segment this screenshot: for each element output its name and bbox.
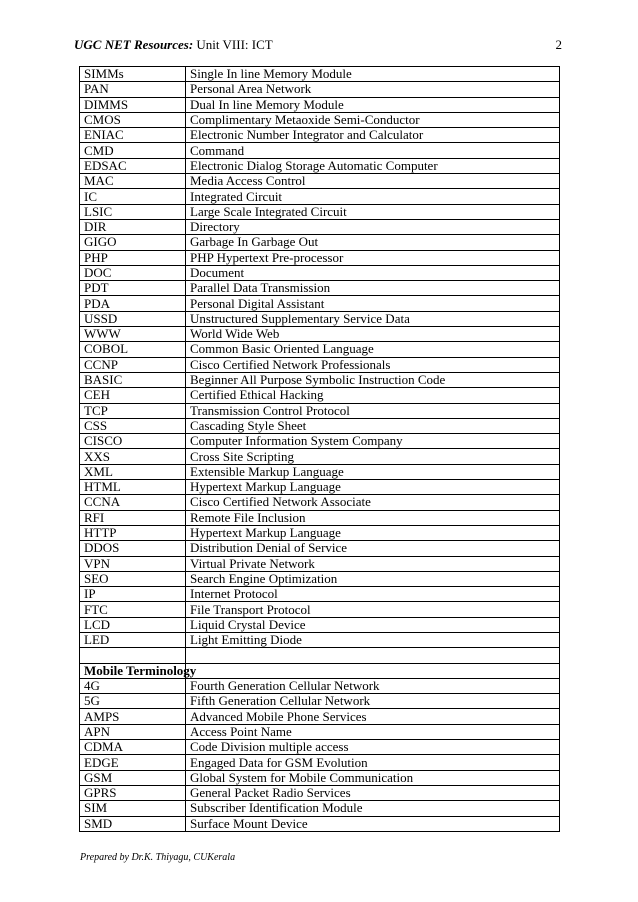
abbreviation-cell: CDMA xyxy=(80,740,186,755)
empty-cell xyxy=(186,648,560,663)
full-form-cell: Parallel Data Transmission xyxy=(186,281,560,296)
table-row xyxy=(80,816,560,831)
table-row xyxy=(80,388,560,403)
abbreviation-cell: APN xyxy=(80,724,186,739)
empty-cell xyxy=(186,663,560,678)
abbreviation-cell: VPN xyxy=(80,556,186,571)
table-row xyxy=(80,112,560,127)
abbreviation-cell: CMOS xyxy=(80,112,186,127)
full-form-cell: Personal Digital Assistant xyxy=(186,296,560,311)
header-title-bold: UGC NET Resources: xyxy=(74,37,194,52)
table-row xyxy=(80,617,560,632)
full-form-cell: Document xyxy=(186,265,560,280)
abbreviation-cell: EDSAC xyxy=(80,158,186,173)
table-row xyxy=(80,235,560,250)
abbreviation-cell: LED xyxy=(80,632,186,647)
abbreviation-cell: PHP xyxy=(80,250,186,265)
full-form-cell: Directory xyxy=(186,219,560,234)
full-form-cell: Hypertext Markup Language xyxy=(186,525,560,540)
full-form-cell: Transmission Control Protocol xyxy=(186,403,560,418)
section-title: Mobile Terminology xyxy=(80,663,186,678)
abbreviation-cell: RFI xyxy=(80,510,186,525)
full-form-cell: Large Scale Integrated Circuit xyxy=(186,204,560,219)
full-form-cell: Electronic Number Integrator and Calculator xyxy=(186,128,560,143)
abbreviation-cell: DOC xyxy=(80,265,186,280)
table-row xyxy=(80,67,560,82)
abbreviation-cell: PDT xyxy=(80,281,186,296)
table-row xyxy=(80,464,560,479)
header-title xyxy=(74,36,273,54)
abbreviation-cell: GPRS xyxy=(80,785,186,800)
abbreviation-cell: CSS xyxy=(80,418,186,433)
table-row xyxy=(80,648,560,663)
abbreviation-cell: DIR xyxy=(80,219,186,234)
full-form-cell: World Wide Web xyxy=(186,327,560,342)
table-row xyxy=(80,143,560,158)
table-row xyxy=(80,724,560,739)
abbreviation-cell: CEH xyxy=(80,388,186,403)
full-form-cell: Hypertext Markup Language xyxy=(186,480,560,495)
abbreviation-cell: GSM xyxy=(80,770,186,785)
abbreviation-cell: SMD xyxy=(80,816,186,831)
full-form-cell: Cisco Certified Network Professionals xyxy=(186,357,560,372)
abbreviation-cell: SIMMs xyxy=(80,67,186,82)
abbreviation-cell: DDOS xyxy=(80,541,186,556)
full-form-cell: Remote File Inclusion xyxy=(186,510,560,525)
full-form-cell: Personal Area Network xyxy=(186,82,560,97)
table-row xyxy=(80,128,560,143)
table-row xyxy=(80,296,560,311)
abbreviation-cell: XXS xyxy=(80,449,186,464)
full-form-cell: Unstructured Supplementary Service Data xyxy=(186,311,560,326)
abbreviation-cell: MAC xyxy=(80,174,186,189)
table-row xyxy=(80,449,560,464)
full-form-cell: Virtual Private Network xyxy=(186,556,560,571)
full-form-cell: Computer Information System Company xyxy=(186,434,560,449)
table-row xyxy=(80,174,560,189)
full-form-cell: Surface Mount Device xyxy=(186,816,560,831)
table-row xyxy=(80,311,560,326)
table-row xyxy=(80,250,560,265)
table-row xyxy=(80,755,560,770)
full-form-cell: Cisco Certified Network Associate xyxy=(186,495,560,510)
abbreviation-cell: PAN xyxy=(80,82,186,97)
abbreviation-cell: IP xyxy=(80,587,186,602)
table-row xyxy=(80,495,560,510)
full-form-cell: Access Point Name xyxy=(186,724,560,739)
table-row xyxy=(80,418,560,433)
table-row xyxy=(80,694,560,709)
full-form-cell: Liquid Crystal Device xyxy=(186,617,560,632)
full-form-cell: Single In line Memory Module xyxy=(186,67,560,82)
full-form-cell: Subscriber Identification Module xyxy=(186,801,560,816)
table-row xyxy=(80,327,560,342)
table-row xyxy=(80,97,560,112)
table-row xyxy=(80,158,560,173)
abbreviation-cell: CCNP xyxy=(80,357,186,372)
full-form-cell: Fourth Generation Cellular Network xyxy=(186,678,560,693)
full-form-cell: Integrated Circuit xyxy=(186,189,560,204)
table-row xyxy=(80,434,560,449)
full-form-cell: Certified Ethical Hacking xyxy=(186,388,560,403)
abbreviation-cell: BASIC xyxy=(80,372,186,387)
full-form-cell: Command xyxy=(186,143,560,158)
table-row xyxy=(80,372,560,387)
abbreviation-cell: HTTP xyxy=(80,525,186,540)
abbreviation-cell: HTML xyxy=(80,480,186,495)
table-row xyxy=(80,602,560,617)
abbreviation-table xyxy=(79,66,560,832)
table-row xyxy=(80,556,560,571)
abbreviation-cell: CMD xyxy=(80,143,186,158)
full-form-cell: Electronic Dialog Storage Automatic Computer xyxy=(186,158,560,173)
table-row xyxy=(80,801,560,816)
full-form-cell: Light Emitting Diode xyxy=(186,632,560,647)
table-row xyxy=(80,281,560,296)
full-form-cell: Garbage In Garbage Out xyxy=(186,235,560,250)
table-row xyxy=(80,770,560,785)
abbreviation-cell: FTC xyxy=(80,602,186,617)
full-form-cell: Advanced Mobile Phone Services xyxy=(186,709,560,724)
full-form-cell: PHP Hypertext Pre-processor xyxy=(186,250,560,265)
full-form-cell: Extensible Markup Language xyxy=(186,464,560,479)
page-number: 2 xyxy=(555,37,562,52)
table-row xyxy=(80,525,560,540)
table-row xyxy=(80,403,560,418)
abbreviation-cell: XML xyxy=(80,464,186,479)
table-row xyxy=(80,357,560,372)
section-row xyxy=(80,663,560,678)
full-form-cell: Search Engine Optimization xyxy=(186,571,560,586)
table-row xyxy=(80,571,560,586)
full-form-cell: Internet Protocol xyxy=(186,587,560,602)
abbreviation-cell: USSD xyxy=(80,311,186,326)
full-form-cell: File Transport Protocol xyxy=(186,602,560,617)
table-row xyxy=(80,204,560,219)
full-form-cell: Media Access Control xyxy=(186,174,560,189)
table-row xyxy=(80,541,560,556)
abbreviation-cell: COBOL xyxy=(80,342,186,357)
abbreviation-cell: TCP xyxy=(80,403,186,418)
abbreviation-cell: LSIC xyxy=(80,204,186,219)
table-row xyxy=(80,785,560,800)
full-form-cell: Code Division multiple access xyxy=(186,740,560,755)
abbreviation-cell: CISCO xyxy=(80,434,186,449)
full-form-cell: Fifth Generation Cellular Network xyxy=(186,694,560,709)
empty-cell xyxy=(80,648,186,663)
header-title-rest: Unit VIII: ICT xyxy=(193,37,273,52)
full-form-cell: Beginner All Purpose Symbolic Instruction Code xyxy=(186,372,560,387)
full-form-cell: Cascading Style Sheet xyxy=(186,418,560,433)
full-form-cell: Distribution Denial of Service xyxy=(186,541,560,556)
abbreviation-cell: DIMMS xyxy=(80,97,186,112)
table-row xyxy=(80,510,560,525)
full-form-cell: Complimentary Metaoxide Semi-Conductor xyxy=(186,112,560,127)
table-row xyxy=(80,740,560,755)
table-row xyxy=(80,342,560,357)
abbreviation-cell: ENIAC xyxy=(80,128,186,143)
table-row xyxy=(80,219,560,234)
page-header xyxy=(74,36,562,54)
abbreviation-cell: GIGO xyxy=(80,235,186,250)
abbreviation-cell: WWW xyxy=(80,327,186,342)
table-row xyxy=(80,265,560,280)
full-form-cell: Global System for Mobile Communication xyxy=(186,770,560,785)
table-row xyxy=(80,709,560,724)
full-form-cell: General Packet Radio Services xyxy=(186,785,560,800)
table-row xyxy=(80,587,560,602)
full-form-cell: Dual In line Memory Module xyxy=(186,97,560,112)
full-form-cell: Common Basic Oriented Language xyxy=(186,342,560,357)
abbreviation-cell: AMPS xyxy=(80,709,186,724)
abbreviation-cell: 4G xyxy=(80,678,186,693)
table-row xyxy=(80,678,560,693)
abbreviation-cell: EDGE xyxy=(80,755,186,770)
abbreviation-cell: LCD xyxy=(80,617,186,632)
table-row xyxy=(80,480,560,495)
table-row xyxy=(80,82,560,97)
full-form-cell: Engaged Data for GSM Evolution xyxy=(186,755,560,770)
abbreviation-cell: IC xyxy=(80,189,186,204)
table-row xyxy=(80,189,560,204)
full-form-cell: Cross Site Scripting xyxy=(186,449,560,464)
abbreviation-cell: SIM xyxy=(80,801,186,816)
abbreviation-cell: CCNA xyxy=(80,495,186,510)
table-row xyxy=(80,632,560,647)
abbreviation-cell: 5G xyxy=(80,694,186,709)
page-footer: Prepared by Dr.K. Thiyagu, CUKerala xyxy=(80,852,236,863)
abbreviation-cell: PDA xyxy=(80,296,186,311)
abbreviation-cell: SEO xyxy=(80,571,186,586)
abbreviation-table-body xyxy=(80,67,560,832)
